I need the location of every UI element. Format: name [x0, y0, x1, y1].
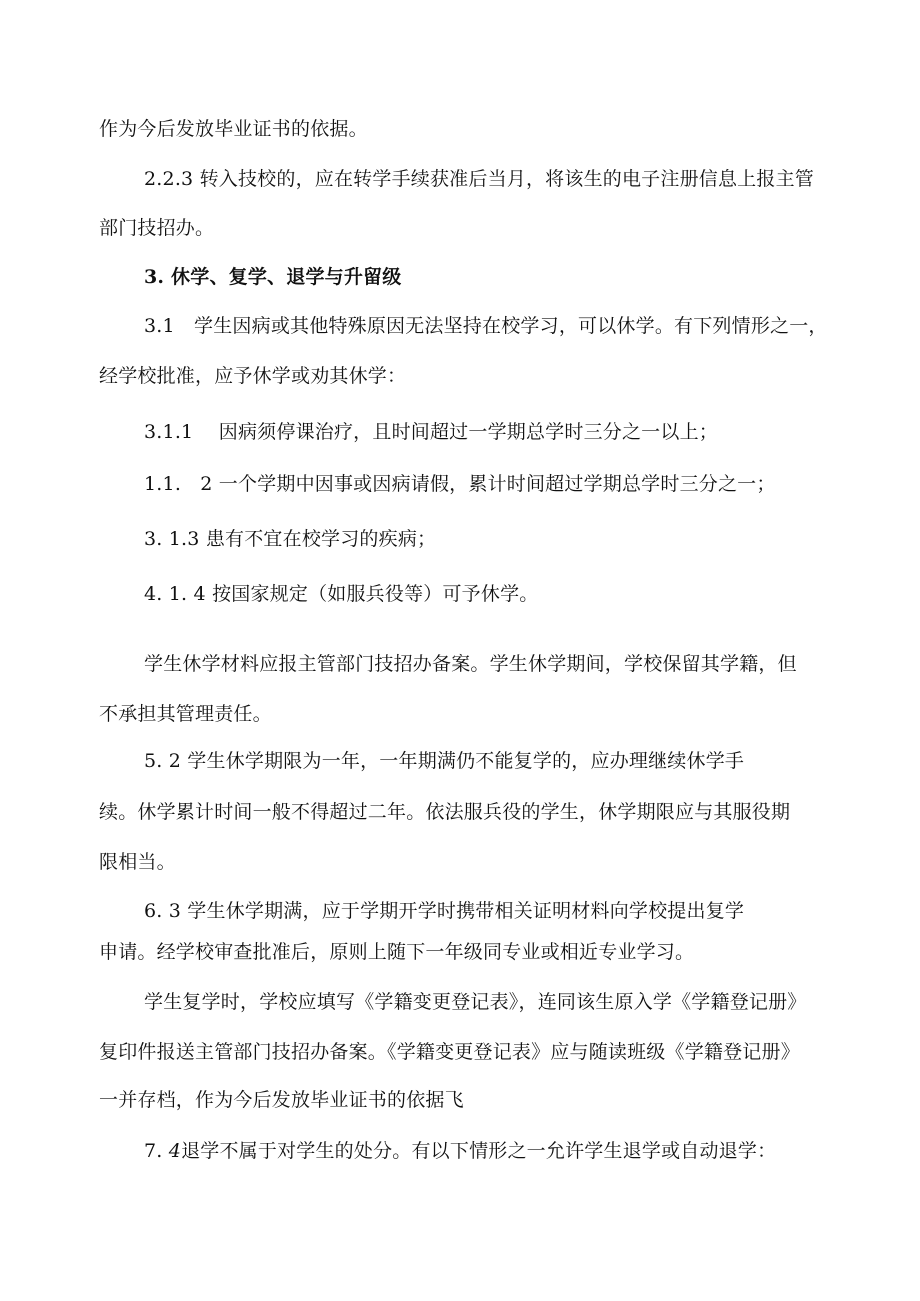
text-line: 3.1.1 因病须停课治疗，且时间超过一学期总学时三分之一以上；	[144, 421, 718, 443]
text-line: 复印件报送主管部门技招办备案。《学籍变更登记表》应与随读班级《学籍登记册》	[99, 1041, 800, 1063]
section-heading: 3. 休学、复学、退学与升留级	[144, 266, 402, 288]
text-line: 1.1. 2 一个学期中因事或因病请假，累计时间超过学期总学时三分之一；	[144, 473, 776, 495]
text-line: 经学校批准，应予休学或劝其休学：	[99, 365, 407, 387]
text-line: 一并存档，作为今后发放毕业证书的依据飞	[99, 1089, 464, 1111]
line-text: 退学不属于对学生的处分。有以下情形之一允许学生退学或自动退学：	[181, 1140, 777, 1162]
text-line: 作为今后发放毕业证书的依据。	[99, 118, 368, 140]
text-line: 2.2.3 转入技校的，应在转学手续获准后当月，将该生的电子注册信息上报主管	[144, 168, 814, 190]
text-line: 5. 2 学生休学期限为一年，一年期满仍不能复学的，应办理继续休学手	[144, 750, 745, 772]
item-number: 4	[168, 1140, 182, 1162]
text-line	[144, 1139, 776, 1163]
text-line: 部门技招办。	[99, 217, 215, 239]
text-line: 学生休学材料应报主管部门技招办备案。学生休学期间，学校保留其学籍，但	[144, 653, 797, 675]
line-prefix: 7.	[144, 1140, 169, 1162]
text-line: 3. 1.3 患有不宜在校学习的疾病；	[144, 528, 437, 550]
text-line: 学生复学时，学校应填写《学籍变更登记表》，连同该生原入学《学籍登记册》	[144, 991, 807, 1013]
text-line: 不承担其管理责任。	[99, 703, 272, 725]
text-line: 4. 1. 4 按国家规定（如服兵役等）可予休学。	[144, 583, 539, 605]
text-line: 限相当。	[99, 851, 176, 873]
text-line: 6. 3 学生休学期满，应于学期开学时携带相关证明材料向学校提出复学	[144, 900, 745, 922]
text-line: 续。休学累计时间一般不得超过二年。依法服兵役的学生，休学期限应与其服役期	[99, 801, 791, 823]
text-line: 3.1 学生因病或其他特殊原因无法坚持在校学习，可以休学。有下列情形之一，	[144, 315, 828, 337]
text-line: 申请。经学校审查批准后，原则上随下一年级同专业或相近专业学习。	[99, 941, 695, 963]
